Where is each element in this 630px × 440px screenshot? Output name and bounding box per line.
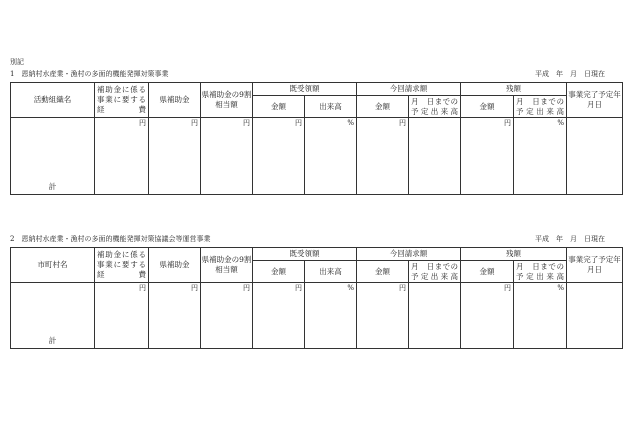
- current-scheduled-header: 月 日までの予定出来高: [409, 96, 461, 118]
- balance-scheduled-header: 月 日までの予定出来高: [514, 96, 567, 118]
- municipality-header: 市町村名: [11, 248, 95, 283]
- empty-cell: [567, 283, 623, 349]
- yen-unit: 円: [201, 283, 253, 349]
- balance-header: 残額: [461, 83, 567, 96]
- subsidy-expense-header: 補助金に係る事業に要する経費: [95, 83, 149, 118]
- received-header: 既受領額: [253, 83, 357, 96]
- empty-cell: [567, 118, 623, 195]
- percent-unit: %: [514, 118, 567, 195]
- section-2-table: [10, 247, 623, 349]
- percent-unit: %: [305, 283, 357, 349]
- yen-unit: 円: [461, 283, 514, 349]
- total-label: 計: [11, 283, 95, 349]
- percent-unit: %: [305, 118, 357, 195]
- received-amount-header: 金額: [253, 96, 305, 118]
- org-name-header: 活動組織名: [11, 83, 95, 118]
- subsidy-expense-header: 補助金に係る事業に要する経費: [95, 248, 149, 283]
- balance-amount-header: 金額: [461, 96, 514, 118]
- pref-subsidy-header: 県補助金: [149, 248, 201, 283]
- received-amount-header: 金額: [253, 261, 305, 283]
- yen-unit: 円: [253, 118, 305, 195]
- section-1-title: 1 恩納村水産業・漁村の多面的機能発揮対策事業: [10, 70, 169, 78]
- current-scheduled-header: 月 日までの予定出来高: [409, 261, 461, 283]
- yen-unit: 円: [95, 118, 149, 195]
- pref-90pct-header: 県補助金の9割相当額: [201, 83, 253, 118]
- section-2-title: 2 恩納村水産業・漁村の多面的機能発揮対策協議会等運営事業: [10, 235, 211, 243]
- balance-amount-header: 金額: [461, 261, 514, 283]
- empty-cell: [409, 118, 461, 195]
- received-progress-header: 出来高: [305, 96, 357, 118]
- balance-scheduled-header: 月 日までの予定出来高: [514, 261, 567, 283]
- yen-unit: 円: [253, 283, 305, 349]
- section-1-table: [10, 82, 623, 195]
- yen-unit: 円: [95, 283, 149, 349]
- completion-date-header: 事業完了予定年月日: [567, 248, 623, 283]
- yen-unit: 円: [201, 118, 253, 195]
- pref-90pct-header: 県補助金の9割相当額: [201, 248, 253, 283]
- yen-unit: 円: [461, 118, 514, 195]
- total-label: 計: [11, 118, 95, 195]
- current-amount-header: 金額: [357, 261, 409, 283]
- section-1-date: 平成 年 月 日現在: [535, 70, 605, 78]
- attachment-label: 別記: [10, 58, 24, 66]
- empty-cell: [409, 283, 461, 349]
- completion-date-header: 事業完了予定年月日: [567, 83, 623, 118]
- yen-unit: 円: [357, 283, 409, 349]
- section-2-date: 平成 年 月 日現在: [535, 235, 605, 243]
- current-amount-header: 金額: [357, 96, 409, 118]
- balance-header: 残額: [461, 248, 567, 261]
- yen-unit: 円: [149, 118, 201, 195]
- yen-unit: 円: [149, 283, 201, 349]
- pref-subsidy-header: 県補助金: [149, 83, 201, 118]
- yen-unit: 円: [357, 118, 409, 195]
- received-progress-header: 出来高: [305, 261, 357, 283]
- current-request-header: 今回請求額: [357, 248, 461, 261]
- percent-unit: %: [514, 283, 567, 349]
- current-request-header: 今回請求額: [357, 83, 461, 96]
- received-header: 既受領額: [253, 248, 357, 261]
